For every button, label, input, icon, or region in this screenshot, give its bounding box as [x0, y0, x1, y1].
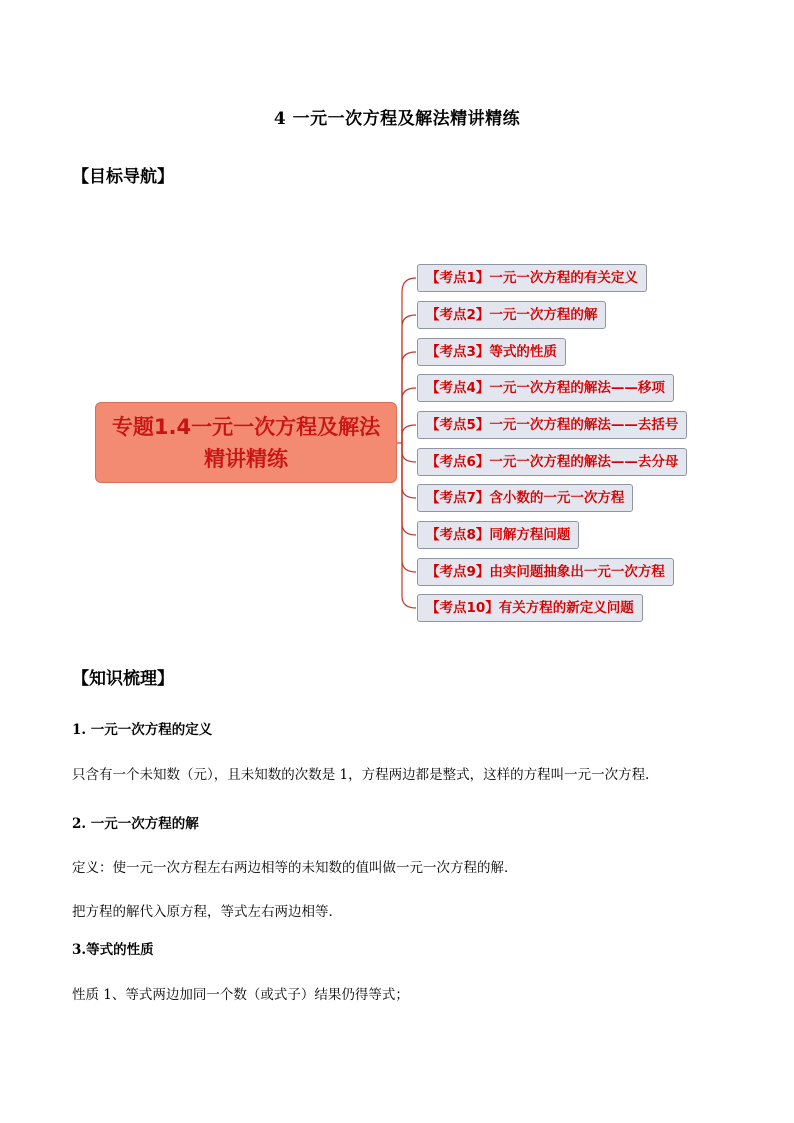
connector-4	[402, 388, 416, 443]
section-knowledge-heading: 【知识梳理】	[72, 669, 174, 689]
section-goal-heading: 【目标导航】	[72, 167, 174, 187]
connector-7	[402, 443, 416, 498]
heading-equation-properties: 3.等式的性质	[72, 942, 154, 958]
connector-10	[402, 443, 416, 608]
heading-solution: 2. 一元一次方程的解	[72, 816, 199, 832]
connector-8	[402, 443, 416, 535]
mindmap-branch-7: 【考点7】含小数的一元一次方程	[417, 484, 633, 512]
paragraph-definition: 只含有一个未知数（元），且未知数的次数是 1，方程两边都是整式，这样的方程叫一元一次方程．	[72, 767, 659, 783]
heading-definition: 1. 一元一次方程的定义	[72, 722, 213, 738]
connector-5	[402, 425, 416, 443]
connector-6	[402, 443, 416, 462]
connector-1	[402, 278, 416, 443]
mindmap-branch-5: 【考点5】一元一次方程的解法——去括号	[417, 411, 687, 439]
mindmap-branch-8: 【考点8】同解方程问题	[417, 521, 579, 549]
mindmap-branch-9: 【考点9】由实问题抽象出一元一次方程	[417, 558, 674, 586]
mindmap-center-node: 专题1.4一元一次方程及解法精讲精练	[95, 402, 397, 483]
paragraph-solution-definition: 定义：使一元一次方程左右两边相等的未知数的值叫做一元一次方程的解．	[72, 860, 518, 876]
connector-2	[402, 315, 416, 443]
page-title: 4 一元一次方程及解法精讲精练	[273, 109, 521, 129]
paragraph-solution-check: 把方程的解代入原方程，等式左右两边相等．	[72, 904, 342, 920]
mindmap-branch-1: 【考点1】一元一次方程的有关定义	[417, 264, 647, 292]
mindmap-branch-10: 【考点10】有关方程的新定义问题	[417, 594, 643, 622]
mindmap-branch-6: 【考点6】一元一次方程的解法——去分母	[417, 448, 687, 476]
mindmap-branch-2: 【考点2】一元一次方程的解	[417, 301, 606, 329]
mindmap-branch-3: 【考点3】等式的性质	[417, 338, 566, 366]
mindmap-branch-4: 【考点4】一元一次方程的解法——移项	[417, 374, 674, 402]
paragraph-property-1: 性质 1、等式两边加同一个数（或式子）结果仍得等式；	[72, 987, 409, 1003]
